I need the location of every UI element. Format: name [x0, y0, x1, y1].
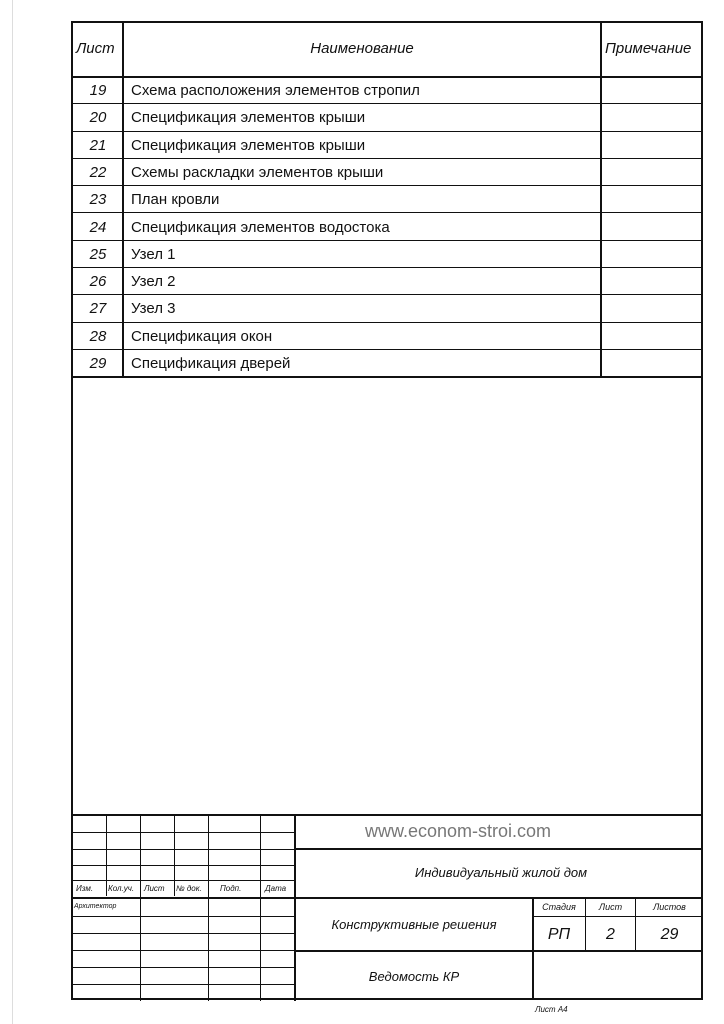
- row-sheet-number: 22: [89, 163, 107, 181]
- table-row: [72, 268, 703, 295]
- role-architect: Архитектор: [74, 903, 117, 910]
- table-row: [72, 241, 703, 268]
- table-row: [72, 77, 703, 104]
- row-sheet-number: 24: [89, 218, 107, 236]
- format-label: Лист А4: [535, 1005, 568, 1014]
- col-doc-no: № док.: [176, 884, 202, 893]
- row-sheet-number: 21: [89, 136, 107, 154]
- col-sheet: Лист: [144, 884, 165, 893]
- row-name: Узел 2: [131, 273, 176, 291]
- project-name: Индивидуальный жилой дом: [414, 865, 588, 880]
- table-row: [72, 350, 703, 377]
- row-sheet-number: 27: [89, 300, 107, 318]
- row-name: Схема расположения элементов стропил: [131, 82, 420, 99]
- col-signature: Подп.: [220, 884, 242, 893]
- row-name: Спецификация элементов крыши: [131, 109, 366, 127]
- section-name: Конструктивные решения: [331, 917, 497, 932]
- row-name: План кровли: [131, 191, 220, 209]
- sheets-label: Листов: [653, 902, 686, 912]
- row-name: Спецификация элементов водостока: [131, 218, 390, 236]
- col-date: Дата: [265, 884, 287, 893]
- col-change: Изм.: [76, 884, 94, 893]
- row-name: Схемы раскладки элементов крыши: [131, 163, 384, 181]
- document-name: Ведомость КР: [368, 969, 460, 984]
- page-edge-line: [12, 0, 13, 1024]
- header-note: Примечание: [605, 40, 692, 57]
- header-sheet: Лист: [76, 40, 115, 57]
- row-name: Спецификация дверей: [131, 355, 291, 372]
- row-name: Узел 1: [131, 245, 176, 263]
- table-row: [72, 104, 703, 131]
- row-sheet-number: 23: [89, 191, 107, 209]
- table-row: [72, 323, 703, 350]
- row-sheet-number: 28: [89, 327, 107, 345]
- table-row: [72, 295, 703, 322]
- row-sheet-number: 29: [89, 355, 107, 372]
- stage-value: РП: [547, 926, 571, 943]
- row-sheet-number: 19: [89, 82, 107, 99]
- table-row: [72, 186, 703, 213]
- row-name: Спецификация окон: [131, 327, 273, 345]
- table-row: [72, 214, 703, 241]
- header-name: Наименование: [310, 40, 414, 57]
- row-name: Спецификация элементов крыши: [131, 136, 366, 154]
- stage-label: Стадия: [542, 902, 576, 912]
- col-count: Кол.уч.: [108, 884, 135, 893]
- row-sheet-number: 20: [89, 109, 107, 127]
- website-label: www.econom-stroi.com: [364, 821, 552, 841]
- row-name: Узел 3: [131, 300, 176, 318]
- sheet-value: 2: [606, 926, 615, 943]
- sheet-label: Лист: [598, 902, 623, 912]
- row-sheet-number: 26: [89, 273, 107, 291]
- sheets-value: 29: [660, 926, 679, 943]
- table-row: [72, 132, 703, 159]
- table-row: [72, 159, 703, 186]
- row-sheet-number: 25: [89, 245, 107, 263]
